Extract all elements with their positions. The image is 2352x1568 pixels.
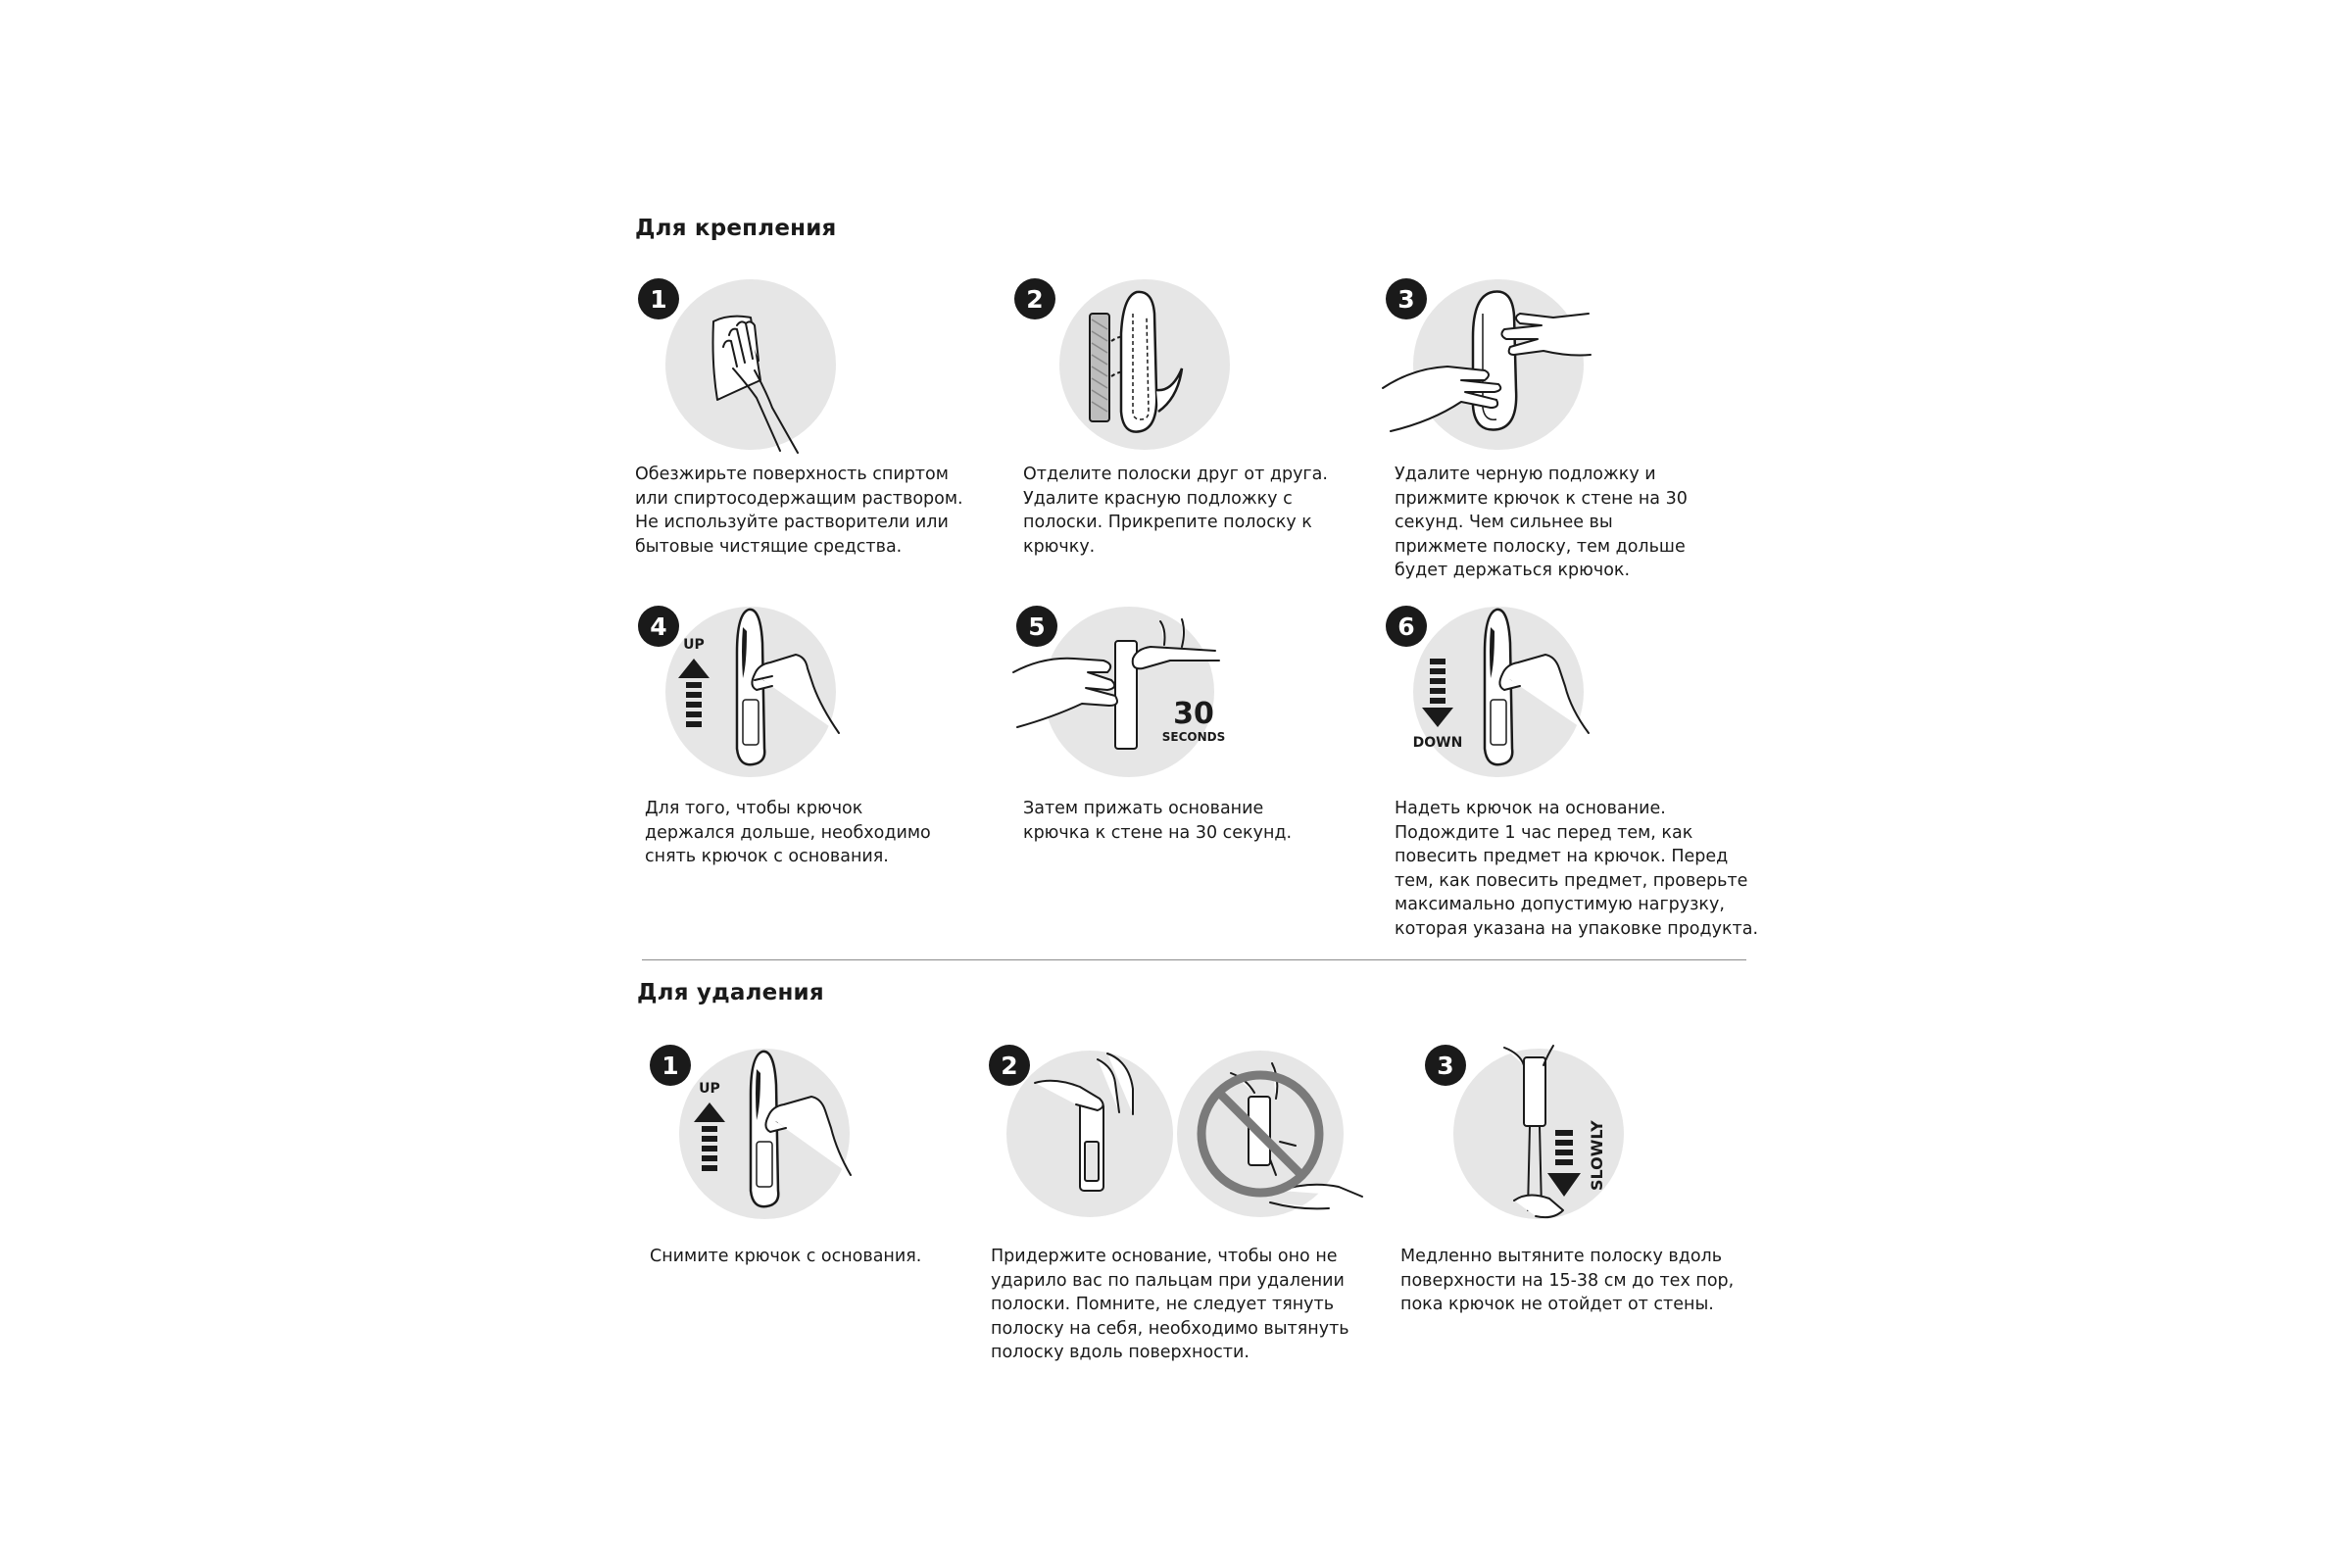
mount-step-2-text: Отделите полоски друг от друга. Удалите красную подложку с полоски. Прикрепите полоску к крючку. [1023, 465, 1328, 557]
mount-step-1-illustration [635, 274, 1027, 461]
mount-step-6-illustration [1383, 602, 1775, 788]
step-number: 2 [1001, 1052, 1018, 1080]
step-number: 3 [1437, 1052, 1454, 1080]
down-caption: DOWN [1412, 735, 1463, 751]
step-number-badge [1386, 278, 1427, 319]
step-number-badge [1386, 606, 1427, 647]
mount-step-4-illustration [639, 602, 1031, 788]
slowly-caption: SLOWLY [1588, 1120, 1606, 1191]
section-divider [642, 959, 1746, 960]
seconds-caption: SECONDS [1161, 730, 1226, 744]
remove-step-1-illustration [651, 1044, 1043, 1230]
step-number-badge [1014, 278, 1055, 319]
mount-step-5-text: Затем прижать основание крючка к стене на 30 секунд. [1023, 799, 1293, 843]
removal-heading: Для удаления [637, 980, 824, 1005]
remove-step-2-illustration [986, 1044, 1378, 1230]
mount-step-2-illustration [1011, 274, 1403, 461]
step-number-badge [638, 606, 679, 647]
step-number: 5 [1028, 612, 1046, 641]
step-number: 2 [1026, 285, 1044, 314]
step-number: 4 [650, 612, 667, 641]
mount-step-1-text: Обезжирьте поверхность спиртом или спиртосодержащим раствором. Не используйте растворители или бытовые чистящие средства. [635, 465, 963, 557]
step-number-badge [1425, 1045, 1466, 1086]
mount-step-3-text: Удалите черную подложку и прижмите крючок к стене на 30 секунд. Чем сильнее вы прижмете полоску, тем дольше будет держаться крючок. [1395, 465, 1688, 581]
seconds-count-caption: 30 [1173, 697, 1214, 731]
mount-step-6-text: Надеть крючок на основание. Подождите 1 час перед тем, как повесить предмет на крючок. Перед тем, как повесить предмет, проверьте максимально допустимую нагрузку, которая указана на упаковке продукта. [1395, 799, 1759, 939]
remove-step-3-illustration [1426, 1044, 1818, 1230]
mounting-heading: Для крепления [635, 216, 837, 241]
step-number-badge [989, 1045, 1030, 1086]
step-number-badge [1016, 606, 1057, 647]
up-caption: UP [683, 637, 705, 653]
mount-step-4-text: Для того, чтобы крючок держался дольше, необходимо снять крючок с основания. [645, 799, 931, 867]
step-number-badge [650, 1045, 691, 1086]
remove-step-2-text: Придержите основание, чтобы оно не ударило вас по пальцам при удалении полоски. Помните, не следует тянуть полоску на себя, необходимо вытянуть полоску вдоль поверхности. [991, 1247, 1349, 1363]
mount-step-3-illustration [1383, 274, 1775, 461]
remove-step-3-text: Медленно вытяните полоску вдоль поверхности на 15-38 см до тех пор, пока крючок не отойдет от стены. [1400, 1247, 1735, 1315]
step-number: 1 [650, 285, 667, 314]
step-number-badge [638, 278, 679, 319]
up-caption: UP [699, 1081, 720, 1097]
step-number: 6 [1397, 612, 1415, 641]
hook-icon [1473, 292, 1516, 430]
step-number: 3 [1397, 285, 1415, 314]
mount-step-5-illustration [1013, 602, 1405, 788]
remove-step-1-text: Снимите крючок с основания. [650, 1247, 922, 1266]
step-number: 1 [662, 1052, 679, 1080]
